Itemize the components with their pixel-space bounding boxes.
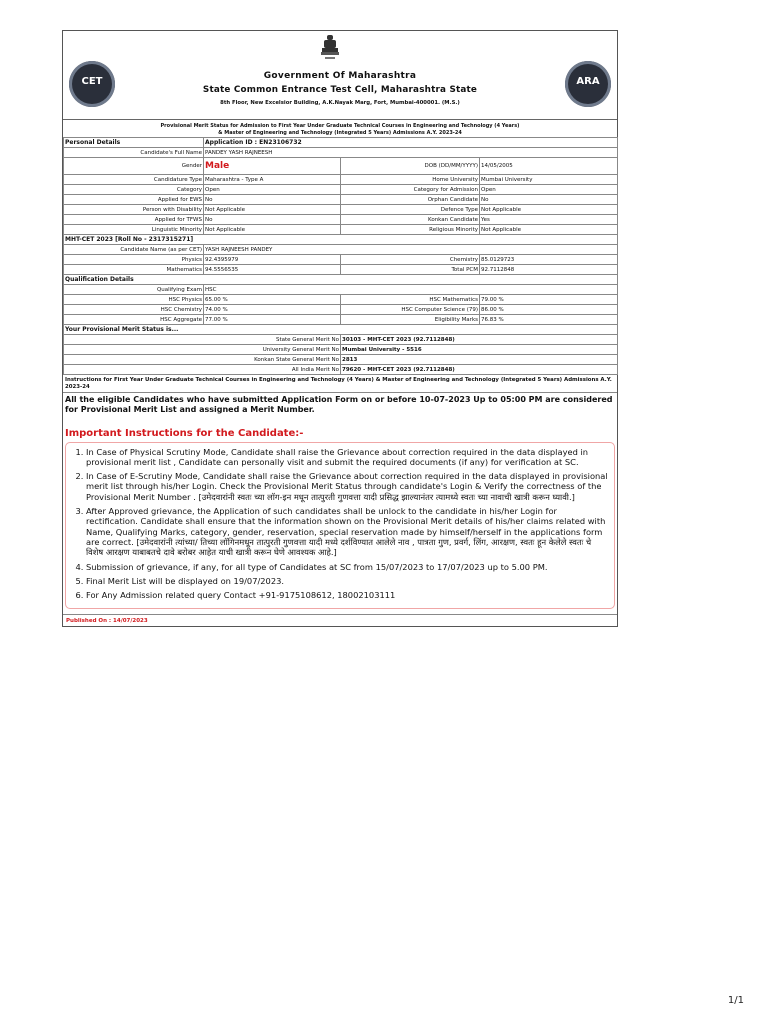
category-value: Open — [204, 185, 341, 195]
qualifying-exam-label: Qualifying Exam — [64, 285, 204, 295]
merit-section-header — [64, 325, 618, 335]
hsc-chemistry-value: 74.00 % — [204, 305, 341, 315]
instruction-item: 6. For Any Admission related query Contact +91-9175108612, 18002103111 — [86, 590, 608, 600]
qualification-section-title: Qualification Details — [64, 275, 618, 285]
instructions-box — [65, 442, 615, 610]
state-merit-label: State General Merit No — [64, 335, 341, 345]
hsc-aggregate-value: 77.00 % — [204, 315, 341, 325]
cet-chemistry-value: 85.0129723 — [480, 255, 618, 265]
cet-logo-text: CET — [81, 76, 103, 87]
table-row — [64, 185, 618, 195]
table-row — [64, 225, 618, 235]
university-merit-value: Mumbai University - 5516 — [341, 345, 618, 355]
linguistic-minority-value: Not Applicable — [204, 225, 341, 235]
konkan-value: Yes — [480, 215, 618, 225]
gender-label: Gender — [64, 158, 204, 175]
instruction-item: 4. Submission of grievance, if any, for all type of Candidates at SC from 15/07/2023 to 17/07/2023 up to 5.00 PM. — [86, 562, 608, 572]
instructions-list — [72, 447, 608, 601]
instructions-note: Instructions for First Year Under Graduate Technical Courses in Engineering and Technology (4 Years) & Master of Engineering and Technology (Integrated 5 Years) Admissions A.Y. 2023-24 — [63, 375, 617, 393]
instruction-item: 5. Final Merit List will be displayed on 19/07/2023. — [86, 576, 608, 586]
university-merit-label: University General Merit No — [64, 345, 341, 355]
candidature-value: Maharashtra - Type A — [204, 175, 341, 185]
page-number: 1/1 — [727, 995, 744, 1006]
table-row — [64, 365, 618, 375]
table-row — [64, 245, 618, 255]
cet-maths-label: Mathematics — [64, 265, 204, 275]
header-address: 8th Floor, New Excelsior Building, A.K.Nayak Marg, Fort, Mumbai-400001. (M.S.) — [220, 100, 460, 106]
table-row — [64, 285, 618, 295]
eligibility-notice: All the eligible Candidates who have submitted Application Form on or before 10-07-2023 Up to 05:00 PM are considered for Provisional Merit List and assigned a Merit Number. — [65, 394, 613, 415]
table-row — [64, 335, 618, 345]
table-row — [64, 205, 618, 215]
instruction-item: 1. In Case of Physical Scrutiny Mode, Candidate shall raise the Grievance about correction required in the data displayed in provisional merit list , Candidate can personally visit and submit the required documents (if any) for verification at SC. — [86, 447, 608, 468]
table-row — [64, 158, 618, 175]
instruction-item: 2. In Case of E-Scrutiny Mode, Candidate shall raise the Grievance about correction required in the data displayed in provisional merit list through his/her Login. Check the Provisional Merit Status through candidate's Login & Verify the correctness of the Provisional Merit Number . [उमेदवारांनी स्वतः च्या लॉग-इन मधून तात्पुरती गुणवत्ता यादी प्रसिद्ध झाल्यानंतर त्यामध्ये स्वतः च्या नावाची खात्री करून घ्यावी.] — [86, 471, 608, 502]
document-header — [63, 31, 617, 119]
application-id: Application ID : EN23106732 — [204, 138, 618, 148]
cet-chemistry-label: Chemistry — [341, 255, 480, 265]
dob-label: DOB (DD/MM/YYYY) — [341, 158, 480, 175]
tfws-value: No — [204, 215, 341, 225]
cet-name-label: Candidate Name (as per CET) — [64, 245, 204, 255]
full-name-label: Candidate's Full Name — [64, 148, 204, 158]
konkan-merit-label: Konkan State General Merit No — [64, 355, 341, 365]
home-university-label: Home University — [341, 175, 480, 185]
table-row — [64, 148, 618, 158]
cet-section-title: MHT-CET 2023 [Roll No - 2317315271] — [64, 235, 618, 245]
ews-value: No — [204, 195, 341, 205]
candidature-label: Candidature Type — [64, 175, 204, 185]
cet-physics-label: Physics — [64, 255, 204, 265]
eligibility-value: 76.83 % — [480, 315, 618, 325]
category-admission-label: Category for Admission — [341, 185, 480, 195]
cet-maths-value: 94.5556535 — [204, 265, 341, 275]
hsc-cs-value: 86.00 % — [480, 305, 618, 315]
table-row — [64, 305, 618, 315]
category-admission-value: Open — [480, 185, 618, 195]
gender-value: Male — [204, 158, 341, 175]
instruction-item: 3. After Approved grievance, the Application of such candidates shall be unlock to the candidate in his/her Login for rectification. Candidate shall ensure that the information shown on the Provisional Merit details of his/her claims related with Name, Qualifying Marks, category, gender, reservation, special reservation made by himself/herself in the applications form are correct. [उमेदवारांनी त्यांच्या/ तिच्या लॉगिनमधून तात्पुरती गुणवत्ता यादी मध्ये दर्शविण्यात आलेले नाव , पात्रता गुण, प्रवर्ग, लिंग, आरक्षण, स्वतः हून केलेले स्वतः चे विशेष आरक्षण याबाबतचे दावे बरोबर आहेत याची खात्री करून घेणे आवश्यक आहे.] — [86, 506, 608, 557]
eligibility-label: Eligibility Marks — [341, 315, 480, 325]
ara-logo — [565, 61, 611, 107]
hsc-physics-label: HSC Physics — [64, 295, 204, 305]
details-table — [63, 137, 618, 375]
dob-value: 14/05/2005 — [480, 158, 618, 175]
personal-details-header — [64, 138, 618, 148]
hsc-cs-label: HSC Computer Science (79) — [341, 305, 480, 315]
category-label: Category — [64, 185, 204, 195]
state-emblem-icon — [320, 33, 340, 63]
hsc-maths-value: 79.00 % — [480, 295, 618, 305]
table-row — [64, 345, 618, 355]
qualifying-exam-value: HSC — [204, 285, 618, 295]
home-university-value: Mumbai University — [480, 175, 618, 185]
religious-minority-value: Not Applicable — [480, 225, 618, 235]
hsc-aggregate-label: HSC Aggregate — [64, 315, 204, 325]
orphan-value: No — [480, 195, 618, 205]
published-date: Published On : 14/07/2023 — [63, 614, 617, 626]
header-title-1: Government Of Maharashtra — [263, 71, 417, 81]
header-title-2: State Common Entrance Test Cell, Maharashtra State — [202, 85, 478, 95]
cet-name-value: YASH RAJNEESH PANDEY — [204, 245, 618, 255]
orphan-label: Orphan Candidate — [341, 195, 480, 205]
document-subtitle — [63, 119, 617, 137]
pwd-value: Not Applicable — [204, 205, 341, 215]
cet-section-header — [64, 235, 618, 245]
personal-section-title: Personal Details — [64, 138, 204, 148]
defence-label: Defence Type — [341, 205, 480, 215]
all-india-merit-value: 79620 - MHT-CET 2023 (92.7112848) — [341, 365, 618, 375]
merit-status-document — [62, 30, 618, 627]
ews-label: Applied for EWS — [64, 195, 204, 205]
qualification-section-header — [64, 275, 618, 285]
tfws-label: Applied for TFWS — [64, 215, 204, 225]
table-row — [64, 175, 618, 185]
table-row — [64, 255, 618, 265]
table-row — [64, 295, 618, 305]
cet-pcm-label: Total PCM — [341, 265, 480, 275]
pwd-label: Person with Disability — [64, 205, 204, 215]
table-row — [64, 265, 618, 275]
table-row — [64, 315, 618, 325]
hsc-physics-value: 65.00 % — [204, 295, 341, 305]
defence-value: Not Applicable — [480, 205, 618, 215]
konkan-label: Konkan Candidate — [341, 215, 480, 225]
all-india-merit-label: All India Merit No — [64, 365, 341, 375]
state-merit-value: 30103 - MHT-CET 2023 (92.7112848) — [341, 335, 618, 345]
religious-minority-label: Religious Minority — [341, 225, 480, 235]
table-row — [64, 355, 618, 365]
hsc-chemistry-label: HSC Chemistry — [64, 305, 204, 315]
cet-physics-value: 92.4395979 — [204, 255, 341, 265]
konkan-merit-value: 2813 — [341, 355, 618, 365]
instructions-heading: Important Instructions for the Candidate:- — [65, 427, 304, 439]
ara-logo-text: ARA — [576, 76, 600, 87]
merit-section-title: Your Provisional Merit Status is... — [64, 325, 618, 335]
subtitle-line-2: & Master of Engineering and Technology (Integrated 5 Years) Admissions A.Y. 2023-24 — [218, 129, 462, 136]
subtitle-line-1: Provisional Merit Status for Admission to First Year Under Graduate Technical Courses in Engineering and Technology (4 Years) — [160, 123, 520, 129]
linguistic-minority-label: Linguistic Minority — [64, 225, 204, 235]
cet-pcm-value: 92.7112848 — [480, 265, 618, 275]
table-row — [64, 215, 618, 225]
hsc-maths-label: HSC Mathematics — [341, 295, 480, 305]
full-name-value: PANDEY YASH RAJNEESH — [204, 148, 618, 158]
table-row — [64, 195, 618, 205]
